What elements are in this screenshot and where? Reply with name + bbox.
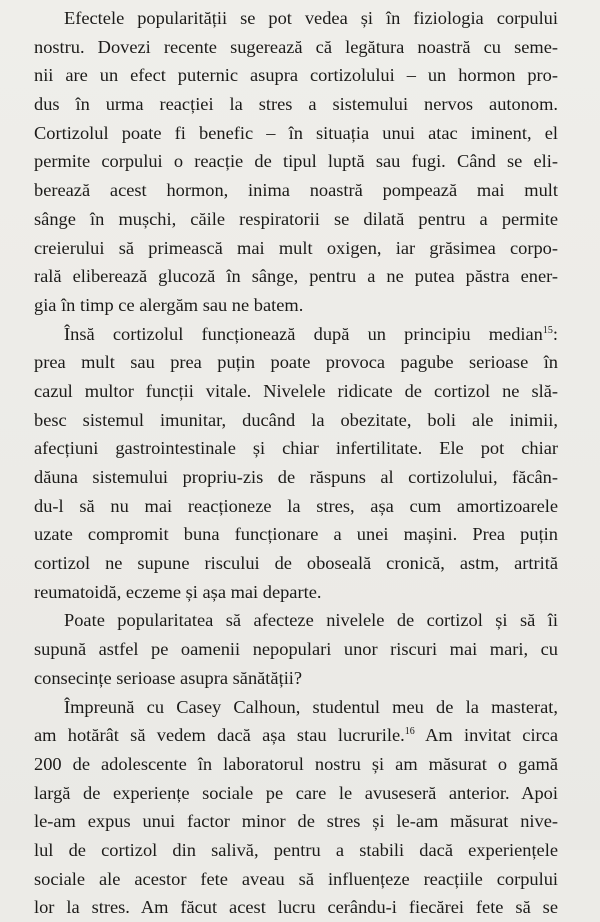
text-line: largă de experiențe sociale pe care le avuseseră anterior. Apoi	[34, 779, 558, 808]
text-line: berează acest hormon, inima noastră pompează mai mult	[34, 176, 558, 205]
text-line-content: :	[553, 324, 558, 344]
text-line: du-l să nu mai reacționeze la stres, așa cum amortizoarele	[34, 492, 558, 521]
text-line: nii are un efect puternic asupra cortizolului – un hormon pro-	[34, 61, 558, 90]
text-line-content: Am invitat circa	[415, 725, 558, 745]
text-line: afecțiuni gastrointestinale și chiar infertilitate. Ele pot chiar	[34, 434, 558, 463]
text-line: Poate popularitatea să afecteze nivelele de cortizol și să îi	[34, 606, 558, 635]
text-line: lor la stres. Am făcut acest lucru cerându-i fiecărei fete să se	[34, 893, 558, 922]
text-line: sociale ale acestor fete aveau să influențeze reacțiile corpului	[34, 865, 558, 894]
text-line: rală eliberează glucoză în sânge, pentru a ne putea păstra ener-	[34, 262, 558, 291]
text-line: gia în timp ce alergăm sau ne batem.	[34, 291, 558, 320]
footnote-ref: 15	[543, 324, 553, 335]
text-line: 200 de adolescente în laboratorul nostru și am măsurat o gamă	[34, 750, 558, 779]
text-line: Cortizolul poate fi benefic – în situația unui atac iminent, el	[34, 119, 558, 148]
text-line: lul de cortizol din salivă, pentru a stabili dacă experiențele	[34, 836, 558, 865]
footnote-ref: 16	[405, 726, 415, 737]
text-line: Împreună cu Casey Calhoun, studentul meu de la masterat,	[34, 693, 558, 722]
text-line: permite corpului o reacție de tipul luptă sau fugi. Când se eli-	[34, 147, 558, 176]
paragraph-3	[34, 606, 558, 692]
text-line: le-am expus unui factor minor de stres și le-am măsurat nive-	[34, 807, 558, 836]
text-line-content: Însă cortizolul funcționează după un principiu median	[64, 324, 543, 344]
text-line: supună astfel pe oamenii nepopulari unor riscuri mai mari, cu	[34, 635, 558, 664]
body-text	[34, 4, 558, 922]
text-line: prea mult sau prea puțin poate provoca pagube serioase în	[34, 348, 558, 377]
paragraph-2	[34, 320, 558, 607]
text-line	[34, 721, 558, 750]
text-line-content: am hotărât să vedem dacă așa stau lucrurile.	[34, 725, 405, 745]
text-line: nostru. Dovezi recente sugerează că legătura noastră cu seme-	[34, 33, 558, 62]
text-line: besc sistemul imunitar, ducând la obezitate, boli ale inimii,	[34, 406, 558, 435]
text-line: reumatoidă, eczeme și așa mai departe.	[34, 578, 558, 607]
text-line: creierului să primească mai mult oxigen, iar grăsimea corpo-	[34, 234, 558, 263]
text-line: uzate compromit buna funcționare a unei mașini. Prea puțin	[34, 520, 558, 549]
text-line: consecințe serioase asupra sănătății?	[34, 664, 558, 693]
text-line	[34, 320, 558, 349]
text-line: cortizol ne supune riscului de oboseală cronică, astm, artrită	[34, 549, 558, 578]
text-line: dus în urma reacției la stres a sistemului nervos autonom.	[34, 90, 558, 119]
text-line: sânge în mușchi, căile respiratorii se dilată pentru a permite	[34, 205, 558, 234]
text-line: Efectele popularității se pot vedea și în fiziologia corpului	[34, 4, 558, 33]
text-line: dăuna sistemului propriu-zis de răspuns al cortizolului, făcân-	[34, 463, 558, 492]
paragraph-1	[34, 4, 558, 320]
text-line: cazul multor funcții vitale. Nivelele ridicate de cortizol ne slă-	[34, 377, 558, 406]
paragraph-4	[34, 693, 558, 922]
